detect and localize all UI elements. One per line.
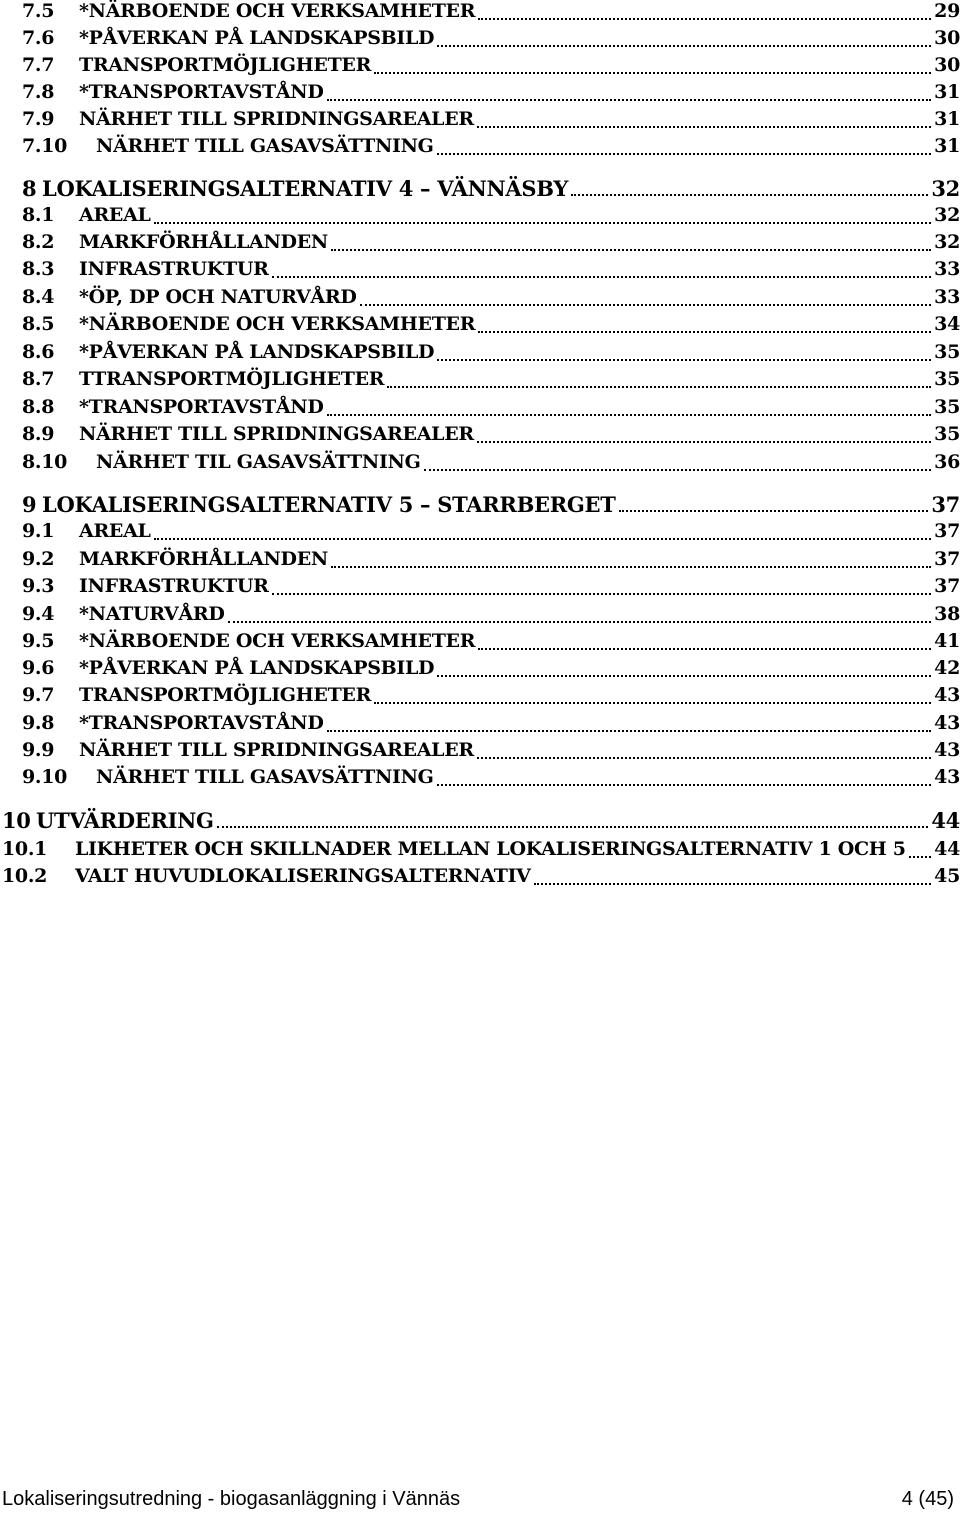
toc-entry-number: 8.4: [22, 286, 55, 308]
toc-entry-page: 29: [934, 0, 960, 22]
toc-section-entry[interactable]: [22, 739, 960, 766]
toc-entry-number: 8: [22, 176, 37, 201]
toc-entry-number: 9.7: [22, 684, 55, 706]
dot-leader: [327, 413, 932, 416]
toc-entry-page: 35: [934, 423, 960, 445]
toc-entry-number: 8.10: [22, 451, 68, 473]
toc-entry-title: MARKFÖRHÅLLANDEN: [79, 548, 328, 570]
toc-entry-title: NÄRHET TILL GASAVSÄTTNING: [96, 766, 434, 788]
dot-leader: [387, 385, 931, 388]
dot-leader: [478, 17, 931, 20]
toc-entry-title: MARKFÖRHÅLLANDEN: [79, 231, 328, 253]
dot-leader: [437, 152, 932, 155]
dot-leader: [360, 303, 932, 306]
dot-leader: [909, 855, 931, 858]
toc-section-entry[interactable]: [2, 838, 960, 865]
dot-leader: [619, 509, 929, 512]
toc-entry-number: 8.9: [22, 423, 55, 445]
toc-entry-page: 35: [934, 368, 960, 390]
toc-section-entry[interactable]: [22, 575, 960, 602]
toc-section-entry[interactable]: [22, 712, 960, 739]
toc-entry-number: 7.6: [22, 27, 55, 49]
toc-entry-number: 9.4: [22, 603, 55, 625]
toc-entry-page: 32: [934, 204, 960, 226]
toc-entry-number: 8.8: [22, 396, 55, 418]
toc-entry-number: 8.3: [22, 258, 55, 280]
dot-leader: [534, 882, 932, 885]
toc-entry-page: 43: [934, 712, 960, 734]
toc-entry-number: 8.1: [22, 204, 55, 226]
toc-section-entry[interactable]: [22, 341, 960, 368]
toc-entry-page: 33: [934, 286, 960, 308]
toc-section-entry[interactable]: [22, 657, 960, 684]
toc-entry-number: 9.1: [22, 520, 55, 542]
toc-section-entry[interactable]: [22, 108, 960, 135]
toc-entry-number: 9: [22, 492, 37, 517]
toc-entry-number: 7.7: [22, 54, 55, 76]
toc-section-entry[interactable]: [22, 368, 960, 395]
toc-entry-number: 10.2: [2, 865, 48, 887]
toc-section-entry[interactable]: [22, 81, 960, 108]
dot-leader: [424, 468, 932, 471]
toc-entry-number: 9.2: [22, 548, 55, 570]
toc-entry-title: *PÅVERKAN PÅ LANDSKAPSBILD: [79, 27, 435, 49]
toc-entry-title: *ÖP, DP OCH NATURVÅRD: [79, 286, 357, 308]
dot-leader: [478, 330, 931, 333]
dot-leader: [272, 592, 932, 595]
toc-entry-page: 32: [934, 231, 960, 253]
dot-leader: [154, 221, 932, 224]
toc-entry-title: *PÅVERKAN PÅ LANDSKAPSBILD: [79, 657, 435, 679]
toc-entry-title: NÄRHET TIL GASAVSÄTTNING: [96, 451, 421, 473]
dot-leader: [374, 701, 931, 704]
dot-leader: [437, 44, 931, 47]
toc-chapter-entry[interactable]: [22, 492, 960, 519]
toc-section-entry[interactable]: [22, 135, 960, 162]
toc-entry-page: 31: [934, 135, 960, 157]
toc-entry-number: 7.8: [22, 81, 55, 103]
toc-entry-title: *TRANSPORTAVSTÅND: [79, 712, 324, 734]
dot-leader: [154, 537, 932, 540]
toc-entry-title: INFRASTRUKTUR: [79, 258, 269, 280]
toc-entry-number: 10: [2, 808, 31, 833]
toc-entry-page: 37: [934, 575, 960, 597]
toc-section-entry[interactable]: [22, 630, 960, 657]
toc-section-entry[interactable]: [22, 396, 960, 423]
toc-entry-page: 37: [934, 548, 960, 570]
toc-section-entry[interactable]: [22, 684, 960, 711]
toc-entry-title: UTVÄRDERING: [36, 808, 214, 833]
toc-entry-page: 38: [934, 603, 960, 625]
toc-entry-page: 37: [934, 520, 960, 542]
toc-entry-number: 8.6: [22, 341, 55, 363]
dot-leader: [437, 674, 931, 677]
toc-section-entry[interactable]: [22, 423, 960, 450]
dot-leader: [327, 98, 932, 101]
toc-entry-title: INFRASTRUKTUR: [79, 575, 269, 597]
dot-leader: [478, 647, 931, 650]
toc-entry-title: NÄRHET TILL GASAVSÄTTNING: [96, 135, 434, 157]
page-footer: [2, 1488, 954, 1516]
toc-chapter-entry[interactable]: [2, 808, 960, 835]
toc-entry-page: 33: [934, 258, 960, 280]
dot-leader: [437, 783, 932, 786]
toc-entry-page: 32: [931, 176, 960, 201]
dot-leader: [228, 620, 932, 623]
dot-leader: [374, 71, 931, 74]
toc-entry-number: 7.5: [22, 0, 55, 22]
toc-entry-title: LOKALISERINGSALTERNATIV 5 – STARRBERGET: [42, 492, 616, 517]
toc-entry-number: 8.7: [22, 368, 55, 390]
toc-entry-title: *PÅVERKAN PÅ LANDSKAPSBILD: [79, 341, 435, 363]
toc-entry-page: 34: [934, 313, 960, 335]
dot-leader: [437, 358, 931, 361]
toc-entry-title: LOKALISERINGSALTERNATIV 4 – VÄNNÄSBY: [42, 176, 569, 201]
toc-entry-number: 9.5: [22, 630, 55, 652]
dot-leader: [477, 125, 931, 128]
dot-leader: [331, 248, 931, 251]
toc-entry-title: *NÄRBOENDE OCH VERKSAMHETER: [79, 630, 476, 652]
dot-leader: [272, 275, 932, 278]
toc-entry-title: *NÄRBOENDE OCH VERKSAMHETER: [79, 313, 476, 335]
toc-entry-title: NÄRHET TILL SPRIDNINGSAREALER: [79, 739, 474, 761]
toc-entry-number: 9.10: [22, 766, 68, 788]
toc-entry-page: 36: [934, 451, 960, 473]
toc-entry-page: 35: [934, 341, 960, 363]
toc-entry-number: 9.3: [22, 575, 55, 597]
dot-leader: [331, 565, 931, 568]
toc-entry-page: 35: [934, 396, 960, 418]
toc-section-entry[interactable]: [22, 204, 960, 231]
dot-leader: [571, 193, 928, 196]
toc-section-entry[interactable]: [22, 286, 960, 313]
toc-section-entry[interactable]: [2, 865, 960, 892]
toc-entry-number: 8.2: [22, 231, 55, 253]
toc-entry-page: 30: [934, 27, 960, 49]
toc-section-entry[interactable]: [22, 548, 960, 575]
toc-entry-title: LIKHETER OCH SKILLNADER MELLAN LOKALISERINGSALTERNATIV 1 OCH 5: [75, 838, 906, 860]
toc-chapter-entry[interactable]: [22, 176, 960, 203]
toc-entry-number: 7.9: [22, 108, 55, 130]
toc-section-entry[interactable]: [22, 258, 960, 285]
toc-entry-title: TRANSPORTMÖJLIGHETER: [79, 54, 372, 76]
toc-section-entry[interactable]: [22, 766, 960, 793]
toc-entry-page: 44: [934, 838, 960, 860]
toc-entry-page: 43: [934, 684, 960, 706]
toc-section-entry[interactable]: [22, 231, 960, 258]
toc-section-entry[interactable]: [22, 603, 960, 630]
toc-entry-number: 7.10: [22, 135, 68, 157]
toc-entry-title: *NATURVÅRD: [79, 603, 225, 625]
toc-entry-number: 9.9: [22, 739, 55, 761]
toc-section-entry[interactable]: [22, 27, 960, 54]
toc-entry-page: 45: [934, 865, 960, 887]
toc-entry-title: AREAL: [79, 520, 151, 542]
toc-entry-page: 31: [934, 108, 960, 130]
toc-section-entry[interactable]: [22, 0, 960, 27]
dot-leader: [477, 440, 931, 443]
toc-entry-title: *TRANSPORTAVSTÅND: [79, 81, 324, 103]
toc-section-entry[interactable]: [22, 54, 960, 81]
dot-leader: [477, 756, 931, 759]
toc-entry-title: TRANSPORTMÖJLIGHETER: [79, 684, 372, 706]
toc-entry-page: 43: [934, 766, 960, 788]
toc-entry-page: 42: [934, 657, 960, 679]
toc-entry-page: 37: [931, 492, 960, 517]
toc-entry-title: TTRANSPORTMÖJLIGHETER: [79, 368, 385, 390]
toc-section-entry[interactable]: [22, 313, 960, 340]
toc-entry-title: AREAL: [79, 204, 151, 226]
toc-entry-page: 30: [934, 54, 960, 76]
toc-entry-page: 44: [931, 808, 960, 833]
toc-entry-title: NÄRHET TILL SPRIDNINGSAREALER: [79, 108, 474, 130]
dot-leader: [217, 825, 929, 828]
toc-section-entry[interactable]: [22, 520, 960, 547]
toc-entry-number: 8.5: [22, 313, 55, 335]
toc-entry-number: 9.6: [22, 657, 55, 679]
toc-entry-page: 43: [934, 739, 960, 761]
toc-entry-number: 9.8: [22, 712, 55, 734]
toc-entry-page: 41: [934, 630, 960, 652]
toc-entry-number: 10.1: [2, 838, 48, 860]
toc-section-entry[interactable]: [22, 451, 960, 478]
dot-leader: [327, 729, 932, 732]
toc-entry-title: *TRANSPORTAVSTÅND: [79, 396, 324, 418]
footer-document-title: Lokaliseringsutredning - biogasanläggning i Vännäs: [2, 1488, 461, 1510]
toc-entry-page: 31: [934, 81, 960, 103]
toc-entry-title: *NÄRBOENDE OCH VERKSAMHETER: [79, 0, 476, 22]
toc-entry-title: NÄRHET TILL SPRIDNINGSAREALER: [79, 423, 474, 445]
footer-page-number: 4 (45): [901, 1488, 954, 1510]
toc-entry-title: VALT HUVUDLOKALISERINGSALTERNATIV: [75, 865, 531, 887]
